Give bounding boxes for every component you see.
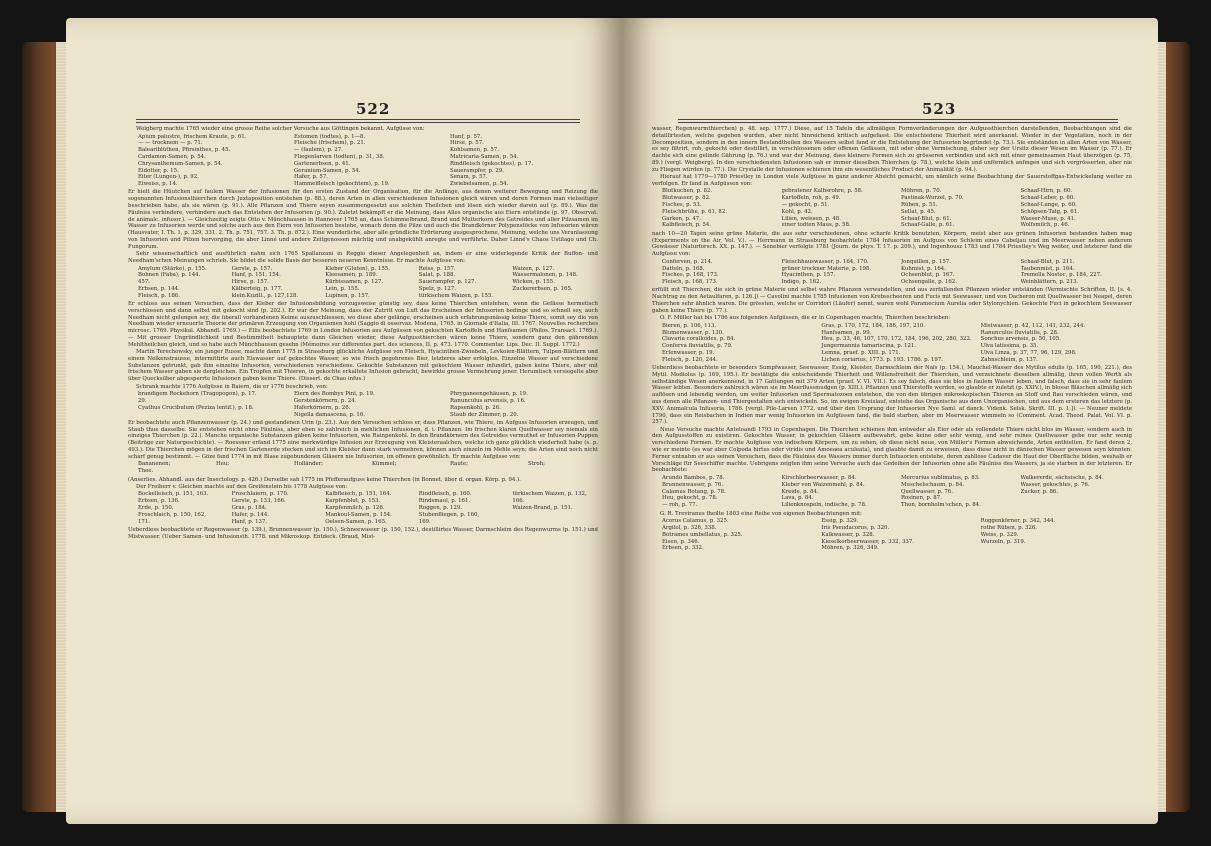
list-item: 29. <box>138 397 147 404</box>
list-item: Erlenwasser, p. 19. <box>662 349 715 356</box>
list-item: Cardamon-Samen, p. 54. <box>138 153 206 160</box>
list-item: Froschlaiern, p. 170. <box>231 491 289 498</box>
list-item: Pastinak-Wurzel, p. 70. <box>901 195 964 202</box>
list-item: Blutwasser, p. 82. <box>662 195 711 202</box>
list-item: Jonquillen, p. 157. <box>901 258 951 265</box>
list-item: Indigo, p. 162. <box>781 279 822 286</box>
list-item: Rüben, p. 51. <box>901 202 938 209</box>
list-item: Gerste, p. 157. <box>231 265 273 272</box>
list-ingenhousz <box>662 259 1132 286</box>
list-treviranus <box>662 518 1132 552</box>
list-item: Mankoul-Samen, p. 154. <box>325 511 392 518</box>
list-item: Fisches, p. 53. <box>662 202 702 209</box>
list-item: Mistwasser, p. 42, 112, 141, 232, 244. <box>980 322 1086 329</box>
list-item: Thee. <box>138 468 154 475</box>
list-item: Hafer, p. 144. <box>231 511 269 518</box>
list-priestley <box>662 188 1132 229</box>
list-item: Hirse, p. 57. <box>450 140 484 147</box>
list-item: Lein, p. 155. <box>325 285 360 292</box>
list-item: Ranunculus fluviatilis, p. 28. <box>980 329 1059 336</box>
paragraph: G. R. Treviranus theilte 1803 eine Reihe von eigenen Beobachtungen mit: <box>660 510 862 517</box>
list-item: Ochsengalle, p. 162. <box>901 279 957 286</box>
paragraph: nach 10—20 Tagen seine grüne Materie, die aus sehr verschiedenen, ohne scharfe Kritik benutzten, Körpern, meist aber aus grünen Infusorien bestanden haben mag (Experiments on the Air, Vol. V.). — Herrmann in Strassburg beobachtete 1784 Infusorien im Aufguss von Schleim eines Cabeljau und im Meerwasser neben anderem Gewässer (Naturforsch. XX. p. 147.). — Senebier verfolgte 1781 (Journ. de phys. T. 17. p. 209.), und Ingenhousz 1783 und 1784 Priestley's Weg weiter, und letzterer fand die Aufgüsse von: <box>652 230 1132 258</box>
list-item: Hammelfleisch (gekochtem), p. 19. <box>294 181 390 188</box>
open-book <box>22 12 1190 834</box>
list-item: Nigella damascena, p. 16. <box>294 411 365 418</box>
list-item: Essig, p. 329. <box>821 518 859 525</box>
list-item <box>138 412 286 419</box>
list-item: Conferven, p. 214. <box>662 258 713 265</box>
list-item: Chrysanthemum-Samen, p. 54. <box>138 160 223 167</box>
list-item <box>981 545 1132 552</box>
list-item: Argilol, p. 326, 338. <box>662 524 717 531</box>
list-item: Stroh; <box>528 461 545 468</box>
list-item: Schaaf-Lunge, p. 60. <box>1020 202 1077 209</box>
list-item: Blutkuchen, p. 82. <box>662 188 713 195</box>
list-item: einer todten Maus, p. 58. <box>781 222 851 229</box>
list-item: Möhren, p. 70. <box>901 188 942 195</box>
list-item: Lichen coriarius, 1773. p. 193. 1786. p. 197. <box>821 356 944 363</box>
list-item: Mercurius sublimatus, p. 83. <box>901 475 980 482</box>
list-item: Kieselkorbeerwasser, p. 332, 337. <box>821 538 915 545</box>
list-item: Eiweiss, p. 14. <box>138 181 178 188</box>
list-item <box>512 512 598 519</box>
list-item: Geranium-Samen, p. 54. <box>294 167 361 174</box>
list-item: Wicken, p. 155. <box>512 279 555 286</box>
list-item: Schöpsen-Talg, p. 61. <box>1020 208 1079 215</box>
list-item: Bananenen; <box>138 461 171 468</box>
paragraph: Er beobachtete auch Pflanzenwasser (p. 24.) und gestandenen Urin (p. 23.). Aus den Versuchen schloss er, dass Pflanzen, wie Thiere, im Aufguss Infusorien erzeugen, und Staub thue dasselbe. Sie entstehen nicht ohne Fäulniss, aber eben so zahlreich in mehlichen Infusionen, d. i. Pflanzen. Im frischen klaren Quellwasser sey niemals ein einziges Thierchen (p. 22.). Manche organische Substanzen gäben keine Infusorien, wie Rainpenkohl. In den Brandkörnern des Getreides vermuthet er Infusorien-Puppen (Beiträge zur Naturgeschichte). — Roessner erfand 1775 eine merkwürdige Infusion zur Erzeugung von Kleisteraalchen, welche ich ganz glücklich wiederholt habe (s. p. 493.). Die Thierchen mögen in der frischen Gartenerde stecken und sich im Kleister dann stark vermehren, können auch einzeln im Mehle seyn; die Arten sind noch nicht scharf genug bestimmt. — Göze fand 1774 in mit Blase zugebundenen Gläsern nie Infusorien, im offenen gewöhnlich. Er machte Aufgüsse von: <box>128 419 598 460</box>
list-item: Kälberteig, p. 177. <box>231 285 283 292</box>
list-item: Kohlsamen, p. 57. <box>450 147 499 154</box>
right-page <box>622 18 1158 824</box>
list-item: Ulva Linza, p. 37, 77, 96, 129, 298. <box>980 349 1077 356</box>
list-item: Eiern des Bombyx Pini, p. 19. <box>294 391 375 398</box>
list-item: Schaaf-Leber, p. 60. <box>1020 195 1076 202</box>
list-item: türkischem Waizen, p. 155. <box>418 292 494 299</box>
list-item: Heu, p. 33, 46, 107, 170, 172, 184, 196, 202, 280, 322. <box>821 336 972 343</box>
list-item: Kleesamen, p. 189. <box>325 272 378 279</box>
list-item: Wasser, gekochtes, p. 76. <box>1020 481 1090 488</box>
list-item: Hafer, p. 57. <box>294 174 328 181</box>
list-item: Rindfleisch (gekochtes), p. 17. <box>450 160 534 167</box>
list-item: rothe Rüben, p. 326. <box>980 524 1037 531</box>
list-item: Fleischbrühe, p. 61, 82. <box>662 208 727 215</box>
list-item: Reiss, p. 157. <box>418 265 456 272</box>
list-item: Schaaf-Galle, p. 61. <box>901 222 955 229</box>
list-item: Amylum (Stärke), p. 155. <box>138 265 207 272</box>
list-item: Zuckererbsen, p. 165. <box>512 285 573 292</box>
list-item: — roh, p. 77. <box>662 502 698 509</box>
list-item: Apium palustre, frischem Kraute, p. 61. <box>138 133 247 140</box>
list-item: Walkererde, sächsische, p. 84. <box>1020 475 1104 482</box>
list-item: Botrames umbellatus, p. 325. <box>662 531 743 538</box>
list-item: Quellwasser, p. 76. <box>901 488 953 495</box>
list-item: Wurzeln, p. 319. <box>980 538 1026 545</box>
list-item: Gras, p. 184. <box>231 505 267 512</box>
list-item: Salat, p. 188. <box>418 272 456 279</box>
paragraph: Er hielt die Hüutchen auf faulem Wasser der Infusionen für den ersten Zustand der Organisation, für die Anfänge, aus denen weiterer Bewegung und Reizung die sogenannten Infusionsthierchen durch Juxtaposition entstehen (p. 88.), deren Arten in allen verschiedenen Infusionen gleich wären und deren Formen man vielseitiger beschrieben habe, als sie wären (p. 91.). Alle Pflanzen und Thiere seyen zusammengesetzt aus solchen Theilchen und lösen sich wieder darein auf (p. 89.). Was die Fäulniss verhindere, verhindere auch das Entstehen der Infusorien (p. 90.). Zuletzt bekämpft er die Meinung, dass Alles organische aus Eiern entstünde (p. 97. Observat. de animalc. infusor.). — Gleichzeitig zeigte Otto v. Münchhausen in Hannover 1765 an, dass Schimmelbrand, Brand und Mutterkorn des Getreides und aller Pilzsamen im Wasser zu Infusorien werde und solche auch aus den Eiern von Infusorien bestehe, wonach denn die Pilze und auch die Brandkörner Polypenstöcke von Infusorien wären (Hausvater, I. Th. 1, p. 329, 331. 2. Th. p. 751, 757. 3. Th. p. 872.). Eine wunderliche, aber alle gründliche Erörterung ausgesprochene, Meinung, welche uns Veranlassung von Infusorien und Pilzen hervorging, die aber Linné und andere Zeitgenossen mächtig und unabgekühlt anregte und verführte. Daher Linné's Chaos Ustilago und Ch. Fungorum. <box>128 189 598 250</box>
list-weisberg <box>138 134 598 188</box>
list-item: Rosinen, p. 87. <box>901 495 942 502</box>
list-item: Kümmel; <box>372 461 397 468</box>
list-item: Kalbfleisch, p. 54. <box>662 222 712 229</box>
list-item: Schaaf-Blut, p. 61. <box>901 215 952 222</box>
page-number-left: 522 <box>356 100 391 118</box>
list-item: Haferkörnern, p. 26. <box>294 404 351 411</box>
paragraph: Martin Terechowsky, ein junger Russe, machte dann 1775 in Strassburg glückliche Aufgüsse von Fleisch, Hyacinthen-Zwiebeln, Levkoien-Blättern, Tulpen-Blättern und einem Nelkenstrausse, intermittirte auch Eiswasser auf gekochtes Wasser, so wie frisch gegohrenes Bier, letzteres aber erfolglos. Einzelne Wasser auf verschiedene Substanzen getrunkt, gab ihm einzelne Infusorien, verschiedenen verschiedene. Gekochte Substanzen mit gekochtem Wasser infundirt, gaben keine Thiere, aber mit frischem Wasser gaben sie dergleichen. Ein Tropfen mit Thieren, in gekochte erkaltete Infusion gebracht, bewirkte grosse Vermehrung jener. Herumtisch versiegelte aber über Quecksilber abgesperrte Infusionen gaben keine Thiere. (Dissert. de Chao infus.) <box>128 349 598 383</box>
list-item <box>512 293 598 300</box>
paragraph: Ueberdiess beobachtete er Regenwasser (p. 139.), Brunnenwasser (p. 150.), Schneewasser (p. 150, 152.), destillirtes Wasser, Darmschleim des Regenwurms (p. 151.) und Mistwasser. (Ueber Samen- und Infusionsth. 1778. und Mikroskop. Entdeck. (Braud, Mist- <box>128 526 598 540</box>
list-item: Iris Pseudacorus, p. 320. <box>821 524 890 531</box>
list-item: Blumenwasser, p. 130. <box>662 329 724 336</box>
list-item: Acorus Calamus, p. 325. <box>662 518 729 525</box>
list-item: Hanf, p. 151, 154. <box>231 272 281 279</box>
list-goeze <box>138 461 598 475</box>
list-item: Fleisch, p. 186. <box>138 292 180 299</box>
list-item: Senam, p. 57. <box>450 174 488 181</box>
list-item: Waizen, p. 127. <box>512 265 555 272</box>
list-item: Kalbfleisch, p. 151, 164. <box>325 491 392 498</box>
list-item: Sauerampfer, p. 127. <box>418 279 477 286</box>
list-item: Eidotter, p. 15. <box>138 167 179 174</box>
header-rule <box>136 119 580 123</box>
paragraph: (Anserlies. Abhandl. aus der Insectology. p. 426.) Derselbe sah 1775 im Pfefferaufguss keine Thierchen (in Bonnet, über d. organ. Körp. p. 94.). <box>128 476 521 483</box>
list-item: Schaaf-Blut, p. 211. <box>1020 258 1075 265</box>
list-item: 169. <box>418 518 431 525</box>
left-page <box>66 18 622 824</box>
list-item: Bieren, p. 106, 113. <box>662 322 717 329</box>
list-item: Erde, p. 150. <box>138 505 174 512</box>
list-spallanzani <box>138 266 598 300</box>
list-item: Kohl, p. 42. <box>781 208 813 215</box>
list-item: Jungermannia tamariscina, p. 121. <box>821 343 917 350</box>
list-item: Brunnenwasser, p. 76. <box>662 481 724 488</box>
paragraph: Der Freiherr v. Gleichen machte auf den Greifenstein bis 1778 Aufgüsse von: <box>136 483 348 490</box>
list-item: Hyacinthen, p. 157. <box>781 272 836 279</box>
list-item: Raute; <box>450 461 469 468</box>
list-item: grüner trockner Materie, p. 198. <box>781 265 872 272</box>
list-item: Spelz, p. 127. <box>418 285 457 292</box>
list-item: Eiter (Lungen-), p. 92. <box>138 174 199 181</box>
list-item: Hanf, p. 137. <box>231 518 268 525</box>
list-item: Sonchus arvensis, p. 50, 105. <box>980 336 1061 343</box>
paragraph: Hierauf hat 1779—1780 Priestley in London viele Aufgüsse in ganz anderer Absicht gemacht, um nämlich seine Beobachtung der Sauerstoffgas-Entwickelung weiter zu verfolgen. Er fand in Aufgüssen von: <box>652 174 1132 187</box>
list-item: Zwiebelsamen, p. 54. <box>450 181 509 188</box>
list-item: Wolfsmilch, p. 46. <box>1020 222 1070 229</box>
list-item: Stubenfliegen, p. 160, <box>418 511 480 518</box>
list-item: Lupinen, p. 157. <box>325 292 370 299</box>
list-item: 457. <box>138 279 151 286</box>
list-item: Estomen (todtes), p. 1—8. <box>294 133 366 140</box>
list-item: Karpfenmilch, p. 126. <box>325 505 385 512</box>
list-item: Kartoffeln, roh, p. 49. <box>781 195 841 202</box>
right-page-text <box>652 126 1132 554</box>
list-item: brandigem Rockehorn (Tragopogon), p. 17. <box>138 391 257 398</box>
list-item: Sellat, p. 45. <box>901 208 936 215</box>
list-item: Erbsen, p. 144. <box>138 285 180 292</box>
page-number-right: 523 <box>922 100 957 118</box>
list-schrank <box>138 391 598 418</box>
list-item: Baleariblüthen, Pfirsinthes, p. 45. <box>138 147 231 154</box>
list-item: Kuhmist, p. 164. <box>901 265 946 272</box>
list-item: Froschlaich, p. 150, 162, <box>138 511 206 518</box>
list-item: Ulva latissima, p. 35. <box>980 343 1039 350</box>
list-item <box>1021 502 1133 509</box>
paragraph: erfüllt mit Thierchen, die sich in grüne Materie und selbst wahre Pflanzen verwandelten, und aus zerfallenden Pflanzen wieder entständen (Vermischte Schriften, II. [s. 4. Nachtrag zu den Aetaulfaren, p. 126.]) — Cavolini machte 1785 Infusionen von Krebsscheeren und Fucis mit Seewasser, und von Dacheron mit Quellwasser bei Neapel, deren Thierchen sehr ähnlich waren. Die grössten, welche er Corridori (Läufer) nennt, waren wohl Paramecium Aurelia oder Stylonychien. Gekochte Fuci in gekochtem Seewasser gaben keine Thiere (p. 77.). <box>652 287 1132 314</box>
list-item: Hirse, p. 157. <box>231 279 269 286</box>
list-item: türkischem Waizen, p. 132, <box>512 491 587 498</box>
list-item <box>512 519 598 526</box>
paragraph: Neue Versuche machte Anteloandi 1793 in Copenhagen. Die Thierchen schienen ihm entweder als Eier oder als vollendete Thiere nicht blos im Wasser, sondern auch in den Aufgusstoffen zu existiren. Gekochtes Wasser, in gekochten Gläsern aufbewahrt, gebe keine oder sehr wenig, und sehr reines Quellwasser gebe nur sehr wenig verschiedene Formen. Er machte Aufgüsse von indischem Körpern, um zu sehen, ob diese nicht neue, von Müller's Formen abweichende, Arten enthielten. Er fand deren 2, wie er meinte (es war aber Colpoda hirtus oder viridis und Amoeaea aculeata), und glaubte damit zu erweisen, dass diese nicht in dänischen Wasser gewesen seyn könnten. Ferner entnahm er aus seinen Versuchen, dass die Fäulniss des Wassers immer durch Infusorien entstehe, deren zahllose Cadaver die Haut der Oberfläche bilden, weshalb er Vorschläge für Seeschiffer machte. Uebrigens zeigten ihm seine Versuche auch das Gedeihen der Infusorien ohne alle Fäulniss des Wassers, ja sie starben in der letzteren. Er beobachtete: <box>652 426 1132 474</box>
list-item: Taubenmist, p. 164. <box>1020 265 1075 272</box>
list-item: Tremella Nostoc, p. 184, 227. <box>1020 272 1102 279</box>
list-item: Lemna, praef. p. XIII. p. 171. <box>821 349 901 356</box>
list-item: Kleber von Waizenmehl, p. 84. <box>781 481 865 488</box>
list-item: Muschelschaum, p. 84. <box>901 481 965 488</box>
list-item: Fleisch, p. 168, 173. <box>662 279 718 286</box>
list-item: Karpfenblut, p. 153. <box>325 498 381 505</box>
list-item: Zucker, p. 86. <box>1020 488 1059 495</box>
list-item: Weinblättern, p. 213. <box>1020 279 1079 286</box>
list-item: Lilien, weissen, p. 48. <box>781 215 841 222</box>
list-item: Kirschlorbeerwasser, p. 84. <box>781 475 857 482</box>
list-item: Heu, gekocht, p. 78. <box>662 495 718 502</box>
header-rule <box>678 119 1118 123</box>
list-item: Cyathus Crucibulum (Peziza lentif.), p. 18. <box>138 404 254 411</box>
list-item: — gekocht, p. 51. <box>781 202 830 209</box>
paragraph: O. F. Müller hat bis 1786 aus folgenden Aufgüssen, die er in Copenhagen machte, Thierchen beschrieben: <box>660 315 951 322</box>
list-item: Kalkwasser, p. 328. <box>821 531 875 538</box>
list-item: Kreide, p. 84. <box>781 488 819 495</box>
list-item: Kleber (Gluten), p. 155. <box>325 265 390 272</box>
list-item: Rindfleisch, p. 160. <box>418 491 472 498</box>
paragraph: wasser, Regenwurmthierchen) p. 48. sep. 1777.) Diese, auf 15 Tafeln die allmäligen Formveränderungen der Aufgussthierchen darstellenden, Beobachtungen sind die detaillirtesten, welche gegeben wurden, aber nicht hinreichend kritisch aufgefasst. Die entschiedene Thierheit wird anerkannt. Wieder in der Vegetation, noch in der Decomposition, sondern in den innern Bestandtheilen des Wassers selbst fand er die Entstehung der Infusorien begründet (p. 73.). Sie entständen in allen Arten von Wasser, es sey filtrirt, roh, gekocht oder destillirt, in verschlossenen oder offenen Gefässen, mit oder ohne Vermischung, daher sey der Ursitz dieser Wesen im Wasser (p. 77.). Er dachte sich eine gelinde Gährung (p. 76.) und war der Meinung, dass kleinere Formen sich zu grösseren verbinden und sich mit einer gemeinsamen Haut überzögen (p. 75, 89.) (vergl. Weigberg). In den verschiedensten Infusionen sah er immer dieselben Thierchen (p. 78.), welche klein und unförmlich anfingen und sich vergrösserten, aber nie zu Fliegen würden (p. 77.). Die Crystalle der Infusionen schienen ihm ein wesentliches Product der Animalität (p. 94.). <box>652 126 1132 173</box>
list-item: Staub der Zimmer, p. 20. <box>450 411 519 418</box>
list-item: Oelsen-Samen, p. 165. <box>325 518 387 525</box>
list-item: Gerste, p. 133, 166. <box>231 498 286 505</box>
list-item: Waizen-Brand, p. 151. <box>512 505 573 512</box>
list-item: klein.Kuzill., p. 127,128. <box>231 292 299 299</box>
list-item: Gerstenkörnern, p. 24. <box>294 397 357 404</box>
paragraph: Er schloss aus seinen Versuchen, dass der Kleber der Infusionsbildung vorzugsweise günstig sey, dass keine Thierchen entstehen, wenn die Gefässe hermetisch verschlossen und dann selbst mit gekocht sind (p. 202.). Er war der Meinung, dass der Zutritt von Luft das Erscheinen der Infusorien bedinge und so schnell sey, auch Needham nicht gelungen sey, die überall vorhandenen Keime auszuschliessen, wo diese aber gelänge, erscheinen auch erfahrungsmässig keine Thiere, somit sey die von Needham wieder erneuerte Theorie der primären Erzeugung von Organismen hohl (Saggio di osservaz. Modena, 1765. in Giornale d'Italia, III. 1767. Nouvelles recherches microsc. 1769. Physikal. Abhandl. 1769.) — Ellis beobachtete 1769 in London Infusorien aus Aufgüssen von gekochten Kartoffeln und Hanfsamen (Philos. Transact. 1769.). — Mit grosser Ungründlichkeit und Bestimmtheit behauptete dann Gleichen wieder, diese Aufgussthierchen wären keine Thiere, sondern ganz den gährenden Mehltheilchen gleich, und so habe auch Münchhausen gesehn (Mémoires sur differentes part. des sciences, II. p. 473. 1770. Commentar. Lips. Dec. II. Suppl. 1772.) <box>128 301 599 348</box>
list-item: Datteln, p. 168. <box>662 265 705 272</box>
list-antelo <box>662 475 1132 509</box>
list-item: Erbsen, p. 332. <box>662 545 704 552</box>
list-item: Arundo Bambos, p. 78. <box>662 475 725 482</box>
list-item: Bockelleisch, p. 151, 163. <box>138 491 209 498</box>
list-item: Erbsen, p. 136. <box>138 498 180 505</box>
list-item: Garken, p. 47. <box>662 215 701 222</box>
list-item: Thon, bornholm'schen, p. 84. <box>901 502 981 509</box>
list-item: Eisen, p. 346. <box>662 538 700 545</box>
paragraph: Weigberg machte 1765 wieder eine grosse Reihe solcher Versuche aus Göttingen bekannt. Aufgüsse von: <box>136 126 425 132</box>
list-item: Schaaf-Hirn, p. 60. <box>1020 188 1073 195</box>
list-item: Sauerampfer, p. 29. <box>450 167 504 174</box>
list-item: Lava, p. 84. <box>781 495 814 502</box>
list-item: Gartenerbsen, p. 41. <box>294 160 351 167</box>
list-item: Ranunculus arvensis, p. 16. <box>450 397 526 404</box>
list-item: Hanfsamen, p. 99. <box>821 329 872 336</box>
list-item: Rindsmaul, p. 161. <box>418 498 471 505</box>
list-gleichen <box>138 491 598 525</box>
list-item: — — trocknem — p. 71. <box>138 140 203 147</box>
list-item <box>1021 495 1133 502</box>
paragraph: Schrank machte 1776 Aufgüsse in Baiern, die er 1776 beschrieb, von: <box>136 383 328 390</box>
list-mueller <box>662 323 1132 364</box>
paragraph: Ueberdiess beobachtete er besonders Sumpfwasser, Seewasser, Essig, Kleister, Darmschleim der Naïs (p. 154.), Mauchel-Wasser des Mytilus edulis (p. 165, 190, 221.), des Mytil. Modiolus (p. 169, 195.). Er bestätigte die entscheidende Thierheit und Willensfreiheit der Thierchen, und verzeichnete dieselben allmälig, ihren vollen Werth als selbständige Wesen anerkennend, in 17 Gattungen mit 379 Arten (praef. V. VI. VII.). Es sey falsch, dass sie blos in faulem Wasser leben, und falsch, dass sie in sehr faulem Wasser lebten. Besonders zahlreich wären sie im Meerflussmudgen (p. XIII.). Pflanzen und Thierstoffe werden, so glaubte er zuletzt (p. XXIV.), in blosse Bläschen allmälig sich auflösen und lebendig werden, um weiter Infusorien und Spermatozoen entstehen, die von den übrigen mikroskopischen Thieren an Stoff und Bau verschieden wären, und aus denen alle Pflanzen- und Thiergestalten sich entwickeln. So, im ewigen Kreislauf, entstehe das Organische aus dem Unorganischen, und aus dem ersteren das letztere (p. XXV. Animalcula Infusoria, 1786. [vergl. Pile-Larven 1772. und über den Ursprung der Infusorien Nye Saml. af danck. Videnk. Selsk. Skrift. III. p. 1.]). — Neuner meldete 1790, dass ein Reisbachen in Indien mar wenig Infusorien im Aufgüssen fand, die bald starben, aber im Meerwasser wimmeln so (Comment. Acad. Theod. Palat. Vol. VI. p. 257.). <box>652 364 1132 426</box>
list-item: Kürbissamen, p. 127. <box>325 279 384 286</box>
left-page-text <box>128 126 598 541</box>
list-item: Fliegenlarven (todten), p. 31, 38. <box>294 153 385 160</box>
list-item: — (faulem), p. 27. <box>294 147 343 154</box>
list-item: Fleisch, p. 120, 244. <box>662 356 718 363</box>
list-item: Calamus Rotang, p. 78. <box>662 488 726 495</box>
list-item: Hanf, p. 57. <box>450 133 483 140</box>
list-item: Conferva fluviatilis, p. 79. <box>662 343 733 350</box>
list-item: Heu; <box>216 461 230 468</box>
list-item: Roggen, p. 129. <box>418 505 462 512</box>
list-item: Fisches, p. 168, 173. <box>662 272 719 279</box>
list-item: gebratener Kalbsrohre, p. 58. <box>781 188 863 195</box>
list-item: Clavaria coralloides, p. 84. <box>662 336 736 343</box>
list-item: Weiss, p. 329. <box>980 531 1019 538</box>
list-item: Wassermalonen, p. 148. <box>512 272 578 279</box>
list-item: Rapsenkohl, p. 26. <box>450 404 501 411</box>
list-item: Roggenkörner, p. 342, 344. <box>980 518 1056 525</box>
paragraph: Sehr wissenschaftlich und ausführlich nahm sich 1765 Spallanzani in Reggio dieser Angelegenheit an, indem er eine widerlegende Kritik der Buffon- und Needham'schen Meinungen schrieb. Sie bildet die solide Basis der besseren neueren Kenntnisse. Er machte Aufgüsse von: <box>128 251 598 264</box>
list-item: Gras, p. 170, 172, 184, 186, 197, 210. <box>821 322 926 329</box>
list-item: 171. <box>138 518 151 525</box>
list-item: Zahnschleim, p. 137. <box>980 356 1038 363</box>
list-item: Lilienknospeln, indische, p. 78. <box>781 502 867 509</box>
list-item: Fleischhauswasser, p. 164, 170. <box>781 258 869 265</box>
list-item: Phryganeengehäusen, p. 19. <box>450 391 528 398</box>
list-item: 166. <box>512 498 525 505</box>
list-item: Möhren, p. 326, 349. <box>821 545 879 552</box>
list-item: Wasser-Muse, p. 41. <box>1020 215 1076 222</box>
list-item: Holländer; <box>294 461 324 468</box>
list-item: Bohnen (Faba), p. 144. <box>138 272 201 279</box>
list-item: Matricaria-Samen, p. 54. <box>450 153 519 160</box>
list-item: Fleische (frischem), p. 21. <box>294 140 366 147</box>
list-item: Ochsenblut, p. 167. <box>901 272 955 279</box>
